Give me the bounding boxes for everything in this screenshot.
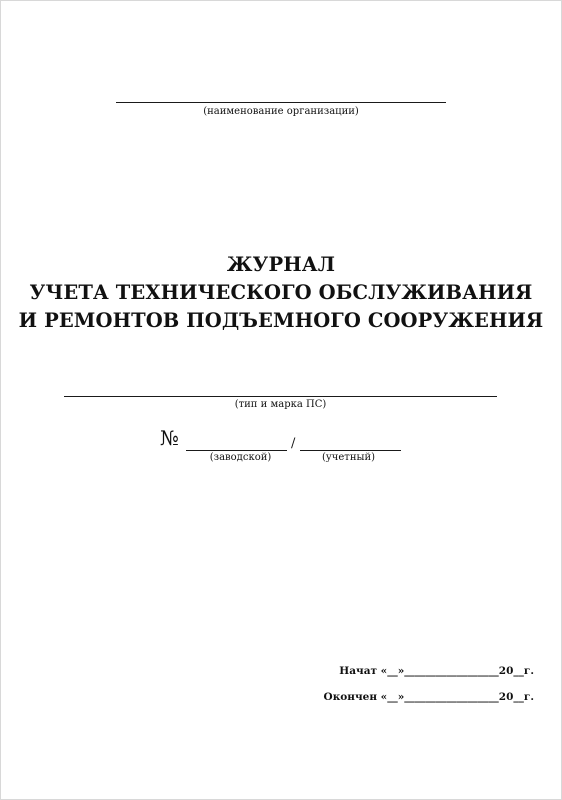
registration-number-caption: (учетный): [321, 452, 376, 463]
title-line-3: И РЕМОНТОВ ПОДЪЕМНОГО СООРУЖЕНИЯ: [18, 309, 544, 332]
organization-line: [116, 102, 446, 103]
number-sign: №: [160, 426, 179, 450]
crane-type-caption: (тип и марка ПС): [234, 399, 327, 410]
registration-number-line: [300, 450, 401, 451]
title-line-1: ЖУРНАЛ: [226, 253, 336, 276]
title-line-2: УЧЕТА ТЕХНИЧЕСКОГО ОБСЛУЖИВАНИЯ: [29, 281, 533, 304]
number-separator: /: [291, 436, 296, 451]
start-date-row: Начат «__»__________________20__г.: [339, 665, 534, 677]
end-date-row: Окончен «__»__________________20__г.: [323, 691, 534, 703]
crane-type-line: [64, 396, 497, 397]
organization-caption: (наименование организации): [203, 106, 359, 117]
factory-number-line: [186, 450, 287, 451]
factory-number-caption: (заводской): [209, 452, 272, 463]
